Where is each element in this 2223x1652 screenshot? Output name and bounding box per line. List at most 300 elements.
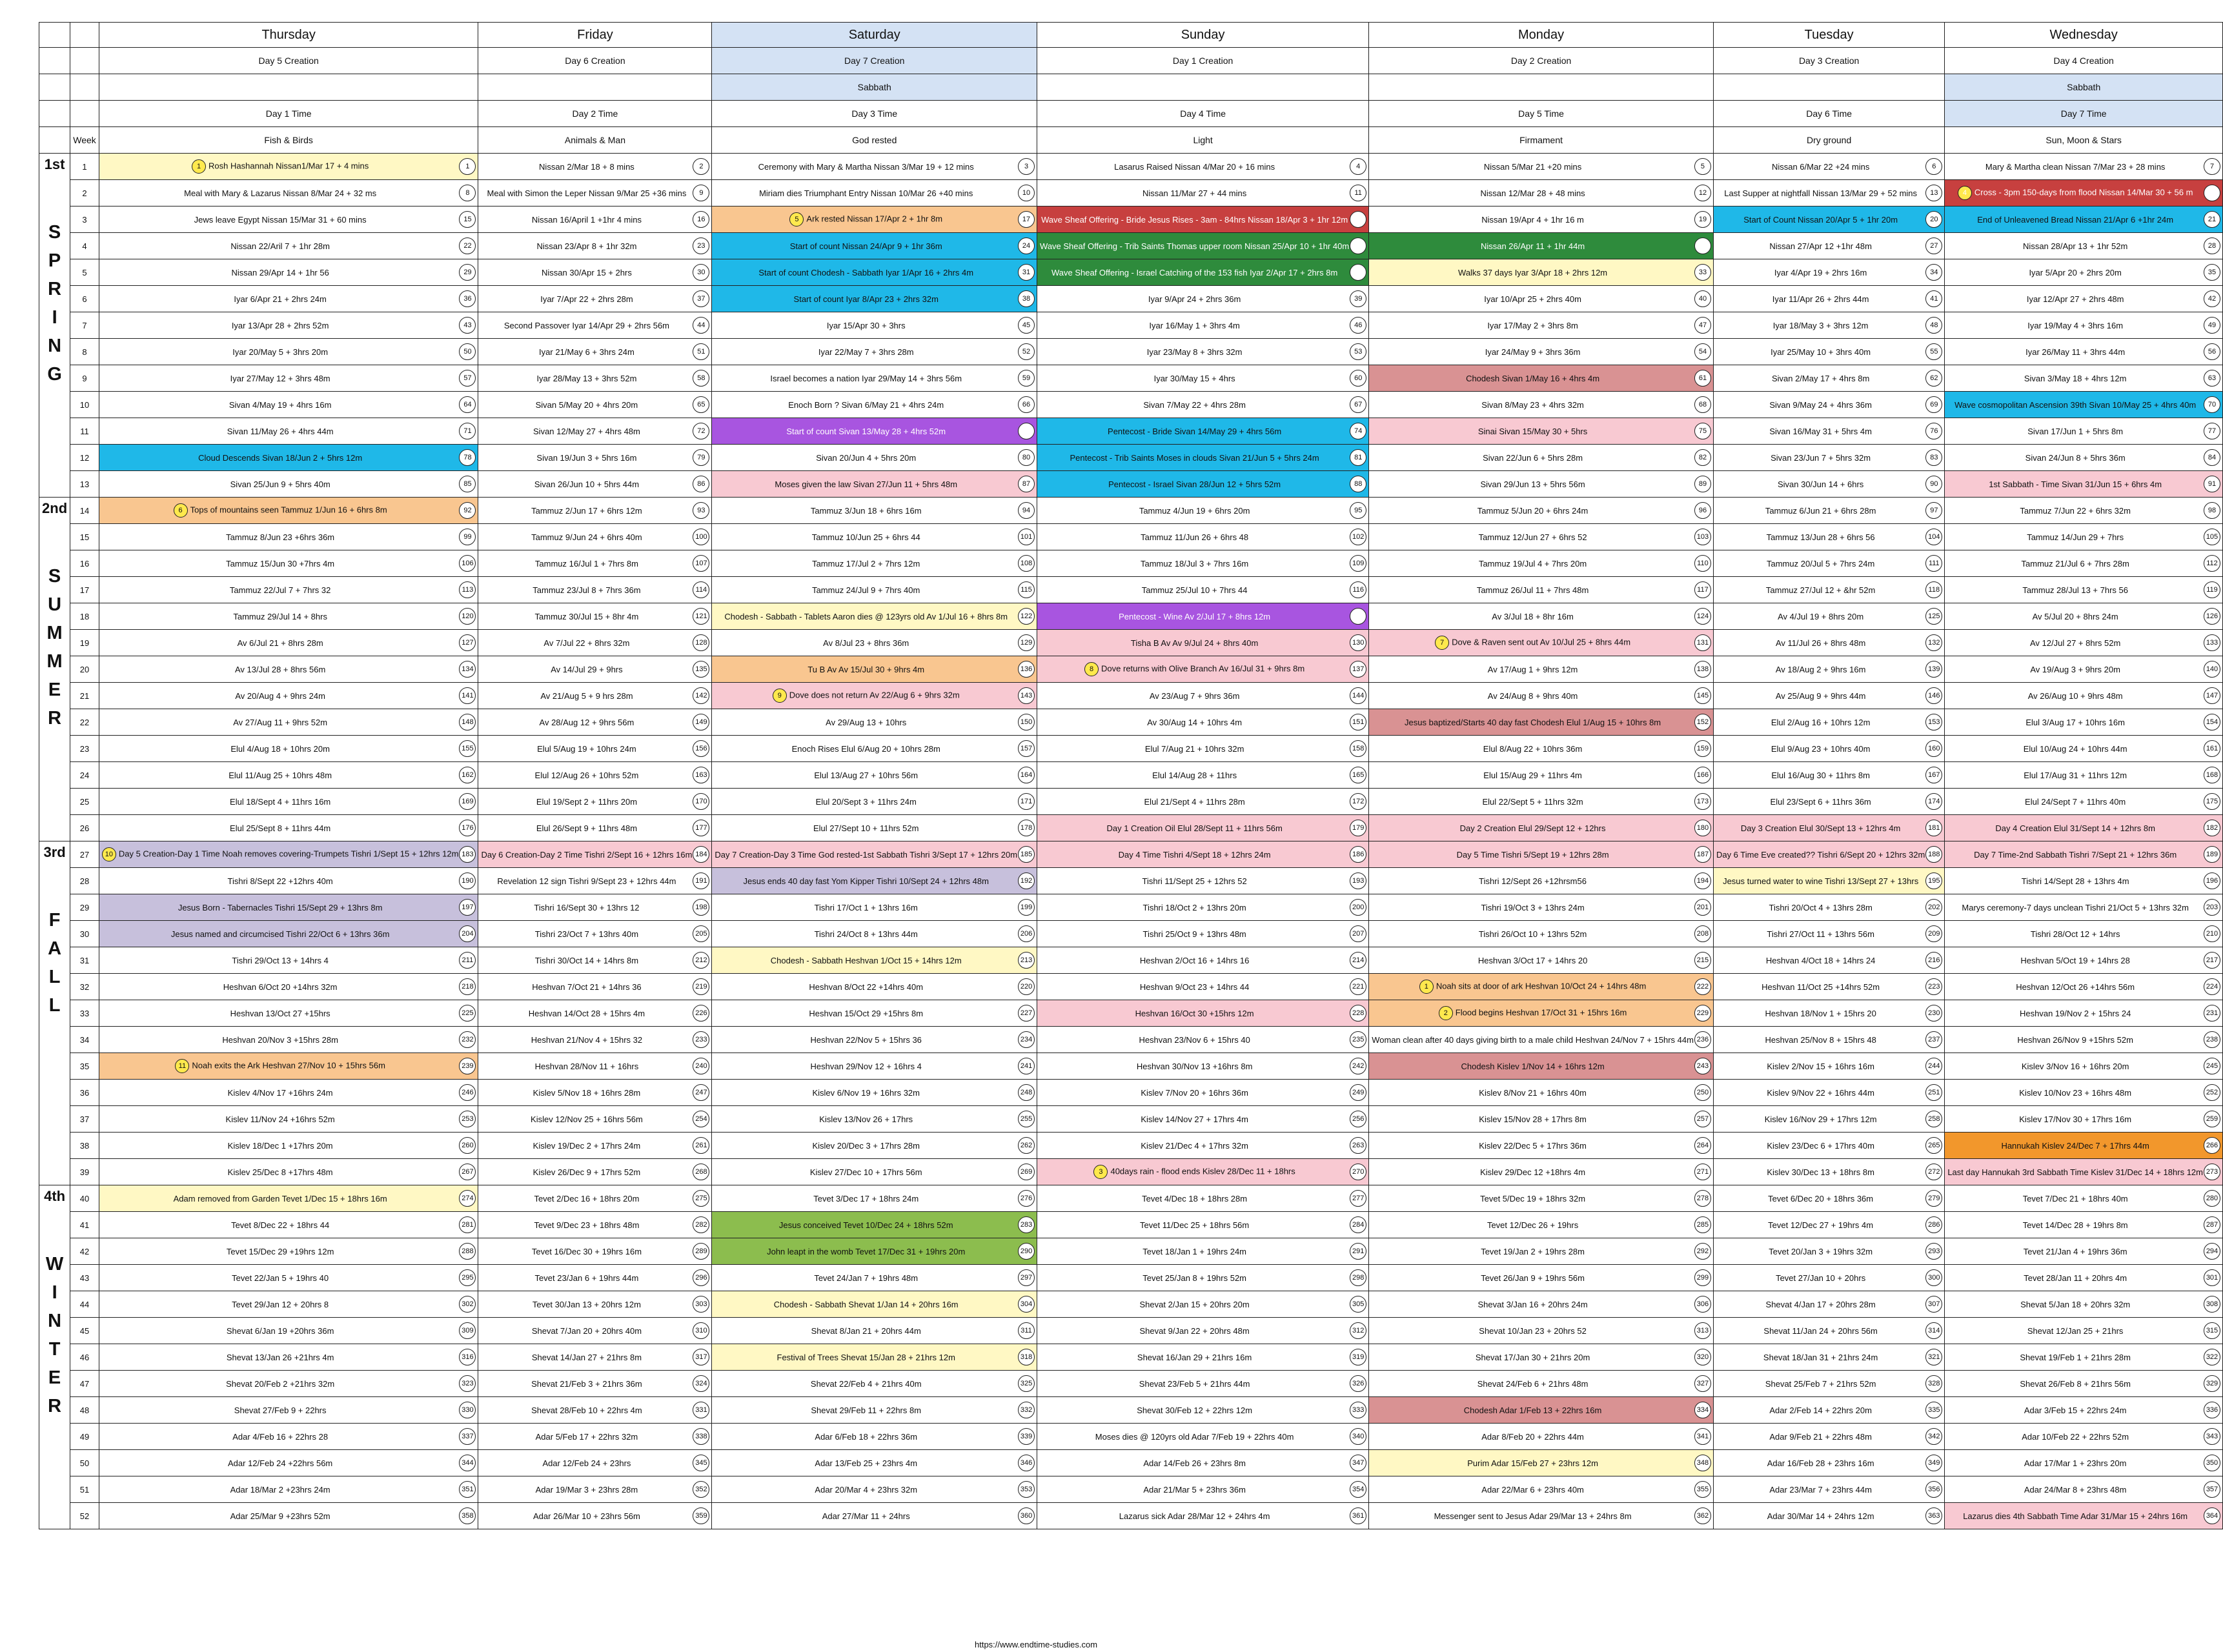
day-cell[interactable]	[1369, 154, 1714, 180]
day-cell[interactable]	[1037, 789, 1369, 815]
day-cell[interactable]	[478, 789, 712, 815]
day-cell[interactable]	[1713, 259, 1944, 286]
day-cell[interactable]	[1945, 1503, 2223, 1529]
day-cell[interactable]	[478, 392, 712, 418]
day-cell[interactable]	[1945, 841, 2223, 868]
day-cell[interactable]	[478, 339, 712, 365]
day-cell[interactable]	[478, 868, 712, 894]
day-cell[interactable]	[712, 1053, 1037, 1080]
day-cell[interactable]	[1037, 550, 1369, 577]
day-cell[interactable]	[1369, 921, 1714, 947]
day-cell[interactable]	[1037, 1371, 1369, 1397]
day-cell[interactable]	[1037, 445, 1369, 471]
day-cell[interactable]	[1945, 603, 2223, 630]
day-cell[interactable]	[1713, 1106, 1944, 1133]
day-cell[interactable]	[1945, 339, 2223, 365]
day-cell[interactable]	[1037, 709, 1369, 736]
day-cell[interactable]	[712, 524, 1037, 550]
day-cell[interactable]	[478, 894, 712, 921]
day-cell[interactable]	[1713, 312, 1944, 339]
day-cell[interactable]	[1713, 762, 1944, 789]
day-cell[interactable]	[99, 1000, 478, 1027]
day-cell[interactable]	[1945, 180, 2223, 206]
day-cell[interactable]	[1713, 1185, 1944, 1212]
day-cell[interactable]	[1369, 1265, 1714, 1291]
day-cell[interactable]	[712, 286, 1037, 312]
day-cell[interactable]	[1037, 1133, 1369, 1159]
day-cell[interactable]	[1945, 947, 2223, 974]
day-cell[interactable]	[1037, 1053, 1369, 1080]
day-cell[interactable]	[1037, 1424, 1369, 1450]
day-cell[interactable]	[712, 1371, 1037, 1397]
day-cell[interactable]	[1037, 233, 1369, 259]
day-cell[interactable]	[478, 762, 712, 789]
day-cell[interactable]	[1037, 1238, 1369, 1265]
day-cell[interactable]	[1945, 286, 2223, 312]
day-cell[interactable]	[478, 736, 712, 762]
day-cell[interactable]	[1369, 1371, 1714, 1397]
day-cell[interactable]	[1945, 921, 2223, 947]
day-cell[interactable]	[1713, 524, 1944, 550]
day-cell[interactable]	[1037, 1397, 1369, 1424]
day-cell[interactable]	[712, 947, 1037, 974]
day-cell[interactable]	[478, 1185, 712, 1212]
day-cell[interactable]	[99, 630, 478, 656]
day-cell[interactable]	[478, 815, 712, 841]
footer-url[interactable]: https://www.endtime-studies.com	[975, 1640, 1098, 1649]
day-cell[interactable]	[1713, 736, 1944, 762]
day-cell[interactable]	[712, 630, 1037, 656]
day-cell[interactable]	[712, 418, 1037, 445]
day-cell[interactable]	[1945, 1159, 2223, 1185]
day-cell[interactable]	[99, 1238, 478, 1265]
day-cell[interactable]	[99, 259, 478, 286]
day-cell[interactable]	[99, 524, 478, 550]
day-cell[interactable]	[712, 1185, 1037, 1212]
day-cell[interactable]	[1713, 206, 1944, 233]
day-cell[interactable]	[1037, 868, 1369, 894]
day-cell[interactable]	[1945, 974, 2223, 1000]
day-cell[interactable]	[1369, 1185, 1714, 1212]
day-cell[interactable]	[99, 1503, 478, 1529]
day-cell[interactable]	[1945, 550, 2223, 577]
day-cell[interactable]	[99, 683, 478, 709]
day-cell[interactable]	[712, 1212, 1037, 1238]
day-cell[interactable]	[712, 154, 1037, 180]
day-cell[interactable]	[1037, 180, 1369, 206]
day-cell[interactable]	[99, 206, 478, 233]
day-cell[interactable]	[1713, 656, 1944, 683]
day-cell[interactable]	[1945, 1265, 2223, 1291]
day-cell[interactable]	[1037, 365, 1369, 392]
day-cell[interactable]	[1369, 709, 1714, 736]
day-cell[interactable]	[478, 1053, 712, 1080]
day-cell[interactable]	[712, 1424, 1037, 1450]
day-cell[interactable]	[1037, 524, 1369, 550]
day-cell[interactable]	[1369, 577, 1714, 603]
day-cell[interactable]	[1037, 339, 1369, 365]
day-cell[interactable]	[712, 1159, 1037, 1185]
day-cell[interactable]	[1945, 1450, 2223, 1476]
day-cell[interactable]	[1713, 498, 1944, 524]
day-cell[interactable]	[712, 577, 1037, 603]
day-cell[interactable]	[1369, 1238, 1714, 1265]
day-cell[interactable]	[478, 656, 712, 683]
day-cell[interactable]	[1369, 1212, 1714, 1238]
day-cell[interactable]	[712, 1238, 1037, 1265]
day-cell[interactable]	[1945, 1053, 2223, 1080]
day-cell[interactable]	[1369, 550, 1714, 577]
day-cell[interactable]	[478, 1238, 712, 1265]
day-cell[interactable]	[478, 524, 712, 550]
day-cell[interactable]	[712, 762, 1037, 789]
day-cell[interactable]	[478, 471, 712, 498]
day-cell[interactable]	[1369, 630, 1714, 656]
day-cell[interactable]	[478, 947, 712, 974]
day-cell[interactable]	[1369, 206, 1714, 233]
day-cell[interactable]	[478, 630, 712, 656]
day-cell[interactable]	[99, 1397, 478, 1424]
day-cell[interactable]	[99, 1291, 478, 1318]
day-cell[interactable]	[99, 1424, 478, 1450]
day-cell[interactable]	[712, 921, 1037, 947]
day-cell[interactable]	[1945, 868, 2223, 894]
day-cell[interactable]	[1713, 286, 1944, 312]
day-cell[interactable]	[478, 1371, 712, 1397]
day-cell[interactable]	[1713, 630, 1944, 656]
day-cell[interactable]	[99, 339, 478, 365]
day-cell[interactable]	[1369, 603, 1714, 630]
day-cell[interactable]	[1369, 974, 1714, 1000]
day-cell[interactable]	[99, 894, 478, 921]
day-cell[interactable]	[1713, 1212, 1944, 1238]
day-cell[interactable]	[712, 471, 1037, 498]
day-cell[interactable]	[712, 1291, 1037, 1318]
day-cell[interactable]	[99, 1344, 478, 1371]
day-cell[interactable]	[478, 1397, 712, 1424]
day-cell[interactable]	[712, 709, 1037, 736]
day-cell[interactable]	[1945, 894, 2223, 921]
day-cell[interactable]	[1369, 762, 1714, 789]
day-cell[interactable]	[1369, 947, 1714, 974]
day-cell[interactable]	[1713, 392, 1944, 418]
day-cell[interactable]	[478, 1000, 712, 1027]
day-cell[interactable]	[99, 815, 478, 841]
day-cell[interactable]	[712, 736, 1037, 762]
day-cell[interactable]	[1713, 365, 1944, 392]
day-cell[interactable]	[99, 471, 478, 498]
day-cell[interactable]	[99, 868, 478, 894]
day-cell[interactable]	[99, 603, 478, 630]
day-cell[interactable]	[99, 1450, 478, 1476]
day-cell[interactable]	[1037, 603, 1369, 630]
day-cell[interactable]	[1713, 1238, 1944, 1265]
day-cell[interactable]	[1037, 1318, 1369, 1344]
day-cell[interactable]	[1369, 894, 1714, 921]
day-cell[interactable]	[1713, 974, 1944, 1000]
day-cell[interactable]	[1369, 815, 1714, 841]
day-cell[interactable]	[1369, 1318, 1714, 1344]
day-cell[interactable]	[99, 154, 478, 180]
day-cell[interactable]	[1945, 1027, 2223, 1053]
day-cell[interactable]	[1369, 1053, 1714, 1080]
day-cell[interactable]	[1945, 630, 2223, 656]
day-cell[interactable]	[1037, 921, 1369, 947]
day-cell[interactable]	[1945, 1106, 2223, 1133]
day-cell[interactable]	[1945, 1476, 2223, 1503]
day-cell[interactable]	[99, 1053, 478, 1080]
day-cell[interactable]	[712, 815, 1037, 841]
day-cell[interactable]	[1369, 868, 1714, 894]
day-cell[interactable]	[1369, 1476, 1714, 1503]
day-cell[interactable]	[478, 365, 712, 392]
day-cell[interactable]	[1713, 709, 1944, 736]
day-cell[interactable]	[712, 445, 1037, 471]
day-cell[interactable]	[478, 1159, 712, 1185]
day-cell[interactable]	[99, 418, 478, 445]
day-cell[interactable]	[478, 1080, 712, 1106]
day-cell[interactable]	[99, 498, 478, 524]
day-cell[interactable]	[478, 1291, 712, 1318]
day-cell[interactable]	[1037, 736, 1369, 762]
day-cell[interactable]	[478, 1027, 712, 1053]
day-cell[interactable]	[99, 921, 478, 947]
day-cell[interactable]	[1369, 498, 1714, 524]
day-cell[interactable]	[1369, 445, 1714, 471]
day-cell[interactable]	[1037, 1265, 1369, 1291]
day-cell[interactable]	[478, 1212, 712, 1238]
day-cell[interactable]	[1037, 259, 1369, 286]
day-cell[interactable]	[1037, 286, 1369, 312]
day-cell[interactable]	[712, 1397, 1037, 1424]
day-cell[interactable]	[1037, 1212, 1369, 1238]
day-cell[interactable]	[1945, 1371, 2223, 1397]
day-cell[interactable]	[1037, 1159, 1369, 1185]
day-cell[interactable]	[1713, 921, 1944, 947]
day-cell[interactable]	[478, 550, 712, 577]
day-cell[interactable]	[1945, 736, 2223, 762]
day-cell[interactable]	[478, 1344, 712, 1371]
day-cell[interactable]	[1037, 577, 1369, 603]
day-cell[interactable]	[1945, 577, 2223, 603]
day-cell[interactable]	[1037, 312, 1369, 339]
day-cell[interactable]	[712, 974, 1037, 1000]
day-cell[interactable]	[1037, 762, 1369, 789]
day-cell[interactable]	[1037, 1503, 1369, 1529]
day-cell[interactable]	[1713, 683, 1944, 709]
day-cell[interactable]	[1037, 894, 1369, 921]
day-cell[interactable]	[1369, 789, 1714, 815]
day-cell[interactable]	[1369, 286, 1714, 312]
day-cell[interactable]	[1369, 1080, 1714, 1106]
day-cell[interactable]	[1713, 1265, 1944, 1291]
day-cell[interactable]	[1037, 1476, 1369, 1503]
day-cell[interactable]	[1369, 1133, 1714, 1159]
day-cell[interactable]	[1713, 445, 1944, 471]
day-cell[interactable]	[1037, 1291, 1369, 1318]
day-cell[interactable]	[1713, 1424, 1944, 1450]
day-cell[interactable]	[99, 709, 478, 736]
day-cell[interactable]	[1713, 339, 1944, 365]
day-cell[interactable]	[1369, 841, 1714, 868]
day-cell[interactable]	[712, 1265, 1037, 1291]
day-cell[interactable]	[1037, 392, 1369, 418]
day-cell[interactable]	[1037, 841, 1369, 868]
day-cell[interactable]	[478, 312, 712, 339]
day-cell[interactable]	[99, 180, 478, 206]
day-cell[interactable]	[1369, 312, 1714, 339]
day-cell[interactable]	[1037, 683, 1369, 709]
day-cell[interactable]	[1037, 656, 1369, 683]
day-cell[interactable]	[478, 233, 712, 259]
day-cell[interactable]	[1369, 656, 1714, 683]
day-cell[interactable]	[478, 1450, 712, 1476]
day-cell[interactable]	[1369, 180, 1714, 206]
day-cell[interactable]	[99, 1371, 478, 1397]
day-cell[interactable]	[712, 259, 1037, 286]
day-cell[interactable]	[99, 1318, 478, 1344]
day-cell[interactable]	[1037, 154, 1369, 180]
day-cell[interactable]	[1713, 1291, 1944, 1318]
day-cell[interactable]	[1945, 1424, 2223, 1450]
day-cell[interactable]	[478, 1265, 712, 1291]
day-cell[interactable]	[712, 1344, 1037, 1371]
day-cell[interactable]	[1369, 1000, 1714, 1027]
day-cell[interactable]	[478, 974, 712, 1000]
day-cell[interactable]	[712, 392, 1037, 418]
day-cell[interactable]	[712, 1450, 1037, 1476]
day-cell[interactable]	[712, 1106, 1037, 1133]
day-cell[interactable]	[712, 498, 1037, 524]
day-cell[interactable]	[1369, 339, 1714, 365]
day-cell[interactable]	[1037, 630, 1369, 656]
day-cell[interactable]	[712, 1133, 1037, 1159]
day-cell[interactable]	[1945, 683, 2223, 709]
day-cell[interactable]	[712, 233, 1037, 259]
day-cell[interactable]	[1945, 154, 2223, 180]
day-cell[interactable]	[1945, 1238, 2223, 1265]
day-cell[interactable]	[99, 577, 478, 603]
day-cell[interactable]	[1945, 1000, 2223, 1027]
day-cell[interactable]	[1713, 894, 1944, 921]
day-cell[interactable]	[478, 577, 712, 603]
day-cell[interactable]	[1369, 1424, 1714, 1450]
day-cell[interactable]	[99, 1265, 478, 1291]
day-cell[interactable]	[1369, 1397, 1714, 1424]
day-cell[interactable]	[99, 1212, 478, 1238]
day-cell[interactable]	[478, 259, 712, 286]
day-cell[interactable]	[1369, 1503, 1714, 1529]
day-cell[interactable]	[99, 1080, 478, 1106]
day-cell[interactable]	[99, 550, 478, 577]
day-cell[interactable]	[99, 445, 478, 471]
day-cell[interactable]	[712, 868, 1037, 894]
day-cell[interactable]	[478, 286, 712, 312]
day-cell[interactable]	[1945, 418, 2223, 445]
day-cell[interactable]	[1945, 1080, 2223, 1106]
day-cell[interactable]	[478, 180, 712, 206]
day-cell[interactable]	[712, 206, 1037, 233]
day-cell[interactable]	[712, 841, 1037, 868]
day-cell[interactable]	[1945, 1291, 2223, 1318]
day-cell[interactable]	[1369, 233, 1714, 259]
day-cell[interactable]	[1713, 1000, 1944, 1027]
day-cell[interactable]	[1713, 1503, 1944, 1529]
day-cell[interactable]	[1369, 1027, 1714, 1053]
day-cell[interactable]	[99, 1476, 478, 1503]
day-cell[interactable]	[478, 418, 712, 445]
day-cell[interactable]	[478, 709, 712, 736]
day-cell[interactable]	[99, 841, 478, 868]
day-cell[interactable]	[478, 1318, 712, 1344]
day-cell[interactable]	[99, 1133, 478, 1159]
day-cell[interactable]	[1713, 1371, 1944, 1397]
day-cell[interactable]	[99, 286, 478, 312]
day-cell[interactable]	[1713, 233, 1944, 259]
day-cell[interactable]	[1713, 1476, 1944, 1503]
day-cell[interactable]	[1713, 1450, 1944, 1476]
day-cell[interactable]	[712, 1318, 1037, 1344]
day-cell[interactable]	[1037, 1080, 1369, 1106]
day-cell[interactable]	[1945, 498, 2223, 524]
day-cell[interactable]	[1369, 1344, 1714, 1371]
day-cell[interactable]	[99, 1027, 478, 1053]
day-cell[interactable]	[1713, 577, 1944, 603]
day-cell[interactable]	[99, 392, 478, 418]
day-cell[interactable]	[1945, 445, 2223, 471]
day-cell[interactable]	[1369, 259, 1714, 286]
day-cell[interactable]	[712, 603, 1037, 630]
day-cell[interactable]	[99, 947, 478, 974]
day-cell[interactable]	[1713, 550, 1944, 577]
day-cell[interactable]	[1369, 1291, 1714, 1318]
day-cell[interactable]	[478, 1106, 712, 1133]
day-cell[interactable]	[712, 1080, 1037, 1106]
day-cell[interactable]	[1369, 365, 1714, 392]
day-cell[interactable]	[1713, 1080, 1944, 1106]
day-cell[interactable]	[1945, 1318, 2223, 1344]
day-cell[interactable]	[1945, 365, 2223, 392]
day-cell[interactable]	[1945, 206, 2223, 233]
day-cell[interactable]	[1713, 815, 1944, 841]
day-cell[interactable]	[478, 841, 712, 868]
day-cell[interactable]	[712, 312, 1037, 339]
day-cell[interactable]	[1945, 1344, 2223, 1371]
day-cell[interactable]	[1945, 815, 2223, 841]
day-cell[interactable]	[99, 736, 478, 762]
day-cell[interactable]	[712, 550, 1037, 577]
day-cell[interactable]	[478, 1476, 712, 1503]
day-cell[interactable]	[1037, 498, 1369, 524]
day-cell[interactable]	[1713, 1318, 1944, 1344]
day-cell[interactable]	[1369, 736, 1714, 762]
day-cell[interactable]	[712, 1476, 1037, 1503]
day-cell[interactable]	[1713, 180, 1944, 206]
day-cell[interactable]	[1713, 841, 1944, 868]
day-cell[interactable]	[712, 894, 1037, 921]
day-cell[interactable]	[1037, 947, 1369, 974]
day-cell[interactable]	[99, 365, 478, 392]
day-cell[interactable]	[1037, 1344, 1369, 1371]
day-cell[interactable]	[1945, 471, 2223, 498]
day-cell[interactable]	[1369, 471, 1714, 498]
day-cell[interactable]	[1713, 1159, 1944, 1185]
day-cell[interactable]	[1713, 1397, 1944, 1424]
day-cell[interactable]	[1713, 1027, 1944, 1053]
day-cell[interactable]	[99, 1106, 478, 1133]
day-cell[interactable]	[1945, 1397, 2223, 1424]
day-cell[interactable]	[1713, 868, 1944, 894]
